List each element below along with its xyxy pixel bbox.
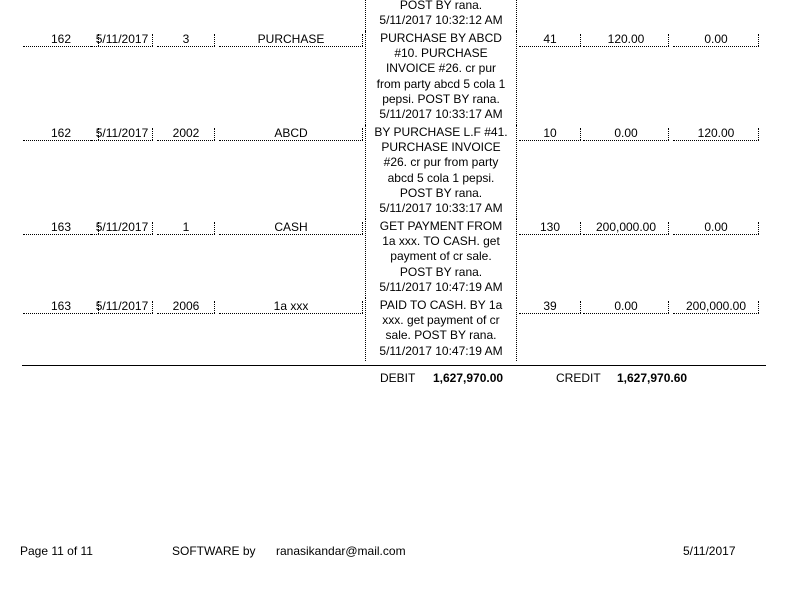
debit-cell: 0.00	[583, 299, 669, 314]
description-line: 5/11/2017 10:33:17 AM	[379, 201, 503, 216]
debit-cell: 200,000.00	[583, 220, 669, 235]
code-cell: 41	[519, 32, 581, 47]
description-line: 1a xxx. TO CASH. get	[382, 234, 500, 249]
account-name-cell: ABCD	[219, 126, 363, 141]
debit-total-label: DEBIT	[380, 371, 416, 385]
description-cell	[365, 125, 517, 219]
description-line: 5/11/2017 10:47:19 AM	[379, 279, 503, 294]
account-no-cell: 3	[157, 32, 215, 47]
description-line: from party abcd 5 cola 1	[376, 76, 506, 91]
description-line: BY PURCHASE L.F #41.	[374, 125, 508, 139]
code-cell: 130	[519, 220, 581, 235]
description-line: sale. POST BY rana.	[385, 328, 497, 343]
credit-cell: 0.00	[673, 32, 759, 47]
credit-cell: 0.00	[673, 220, 759, 235]
date-cell: 5/11/2017	[91, 32, 153, 47]
description-line: xxx. get payment of cr	[382, 313, 500, 328]
voucher-no-cell: 162	[23, 126, 99, 141]
code-cell: 39	[519, 299, 581, 314]
description-line: PURCHASE INVOICE	[381, 140, 501, 155]
account-no-cell: 1	[157, 220, 215, 235]
account-name-cell: 1a xxx	[219, 299, 363, 314]
account-no-cell: 2002	[157, 126, 215, 141]
account-name-cell: CASH	[219, 220, 363, 235]
description-line: PURCHASE BY ABCD	[380, 31, 502, 45]
credit-cell: 120.00	[673, 126, 759, 141]
description-line: 5/11/2017 10:47:19 AM	[379, 343, 503, 358]
date-cell: 5/11/2017	[91, 126, 153, 141]
date-cell: 5/11/2017	[91, 220, 153, 235]
software-label: SOFTWARE by	[172, 544, 256, 558]
description-line: PAID TO CASH. BY 1a	[379, 298, 503, 312]
description-line: pepsi. POST BY rana.	[382, 91, 500, 106]
description-line: POST BY rana.	[399, 185, 483, 200]
description-line: POST BY rana.	[399, 264, 483, 279]
description-line: 5/11/2017 10:32:12 AM	[379, 13, 503, 28]
description-line: abcd 5 cola 1 pepsi.	[387, 170, 495, 185]
description-line: POST BY rana.	[399, 0, 483, 12]
page-number: Page 11 of 11	[20, 544, 93, 558]
credit-cell: 200,000.00	[673, 299, 759, 314]
voucher-no-cell: 163	[23, 299, 99, 314]
voucher-no-cell: 163	[23, 220, 99, 235]
date-cell: 5/11/2017	[91, 299, 153, 314]
description-cell	[365, 298, 517, 361]
code-cell: 10	[519, 126, 581, 141]
totals-divider	[22, 365, 766, 366]
description-line: payment of cr sale.	[390, 249, 492, 264]
print-date: 5/11/2017	[683, 544, 736, 558]
description-line: INVOICE #26. cr pur	[385, 61, 497, 76]
credit-total-value: 1,627,970.60	[617, 371, 688, 385]
debit-total-value: 1,627,970.00	[433, 371, 504, 385]
description-cell	[365, 31, 517, 125]
debit-cell: 120.00	[583, 32, 669, 47]
description-line: #10. PURCHASE	[394, 46, 488, 61]
voucher-no-cell: 162	[23, 32, 99, 47]
description-line: #26. cr pur from party	[383, 155, 499, 170]
credit-total-label: CREDIT	[556, 371, 601, 385]
account-name-cell: PURCHASE	[219, 32, 363, 47]
description-line: 5/11/2017 10:33:17 AM	[379, 107, 503, 122]
continuation-description	[365, 0, 517, 31]
debit-cell: 0.00	[583, 126, 669, 141]
account-no-cell: 2006	[157, 299, 215, 314]
description-cell	[365, 219, 517, 298]
description-line: GET PAYMENT FROM	[379, 219, 503, 233]
author-email: ranasikandar@mail.com	[276, 544, 406, 558]
